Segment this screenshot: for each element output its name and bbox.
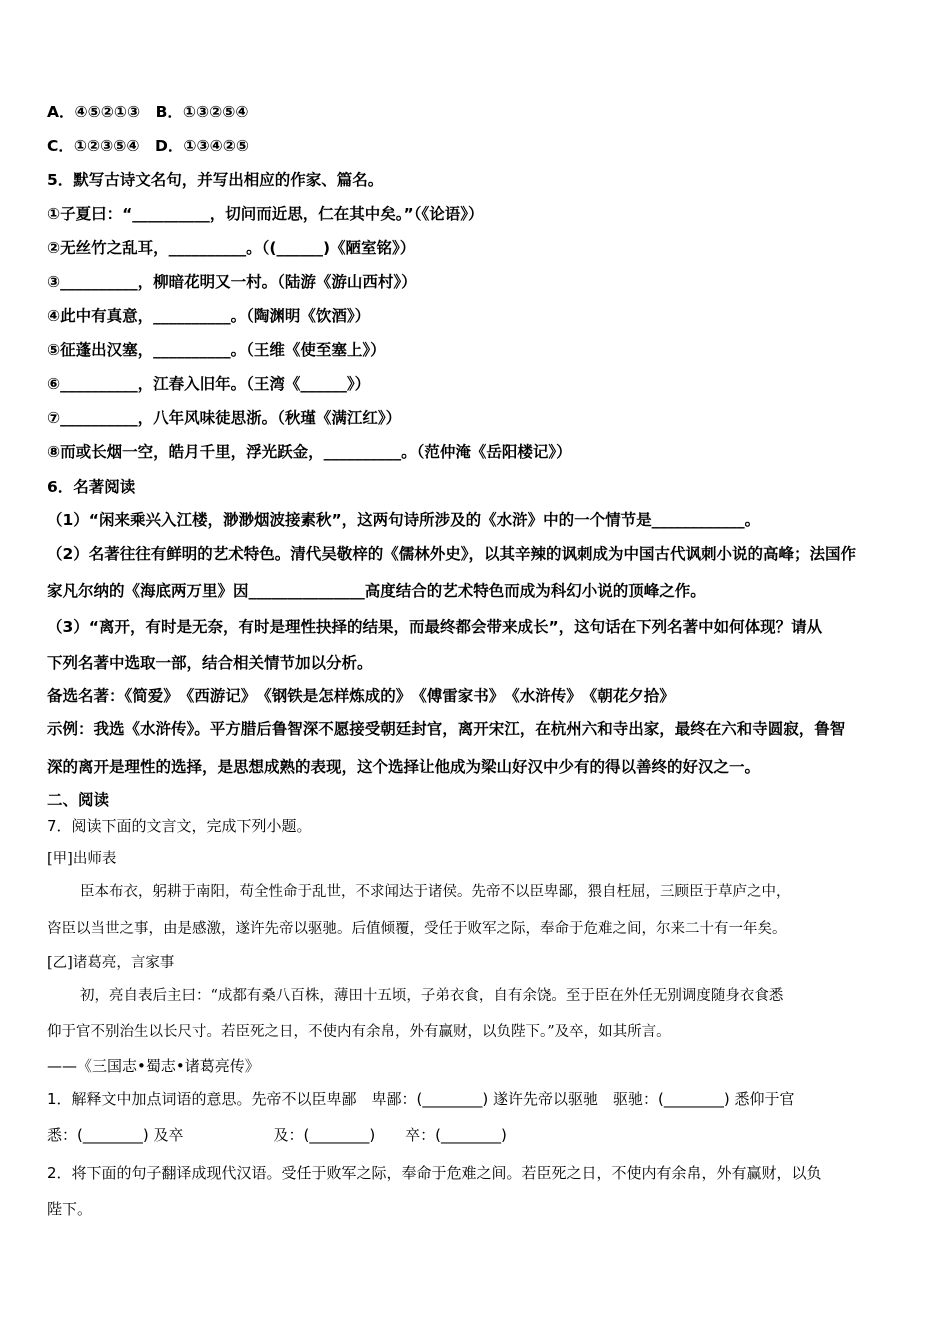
passage-yi-title: [乙]诸葛亮，言家事 (47, 955, 175, 971)
q7-sub1-line2: 悉：(________) 及卒 及：(________) 卒：(________) (47, 1126, 507, 1144)
passage-jia-title: [甲]出师表 (47, 851, 117, 867)
q5-item: ②无丝竹之乱耳，__________。（(______)《陋室铭》） (47, 239, 416, 257)
section-heading: 二、阅读 (47, 791, 110, 809)
q6-candidates: 备选名著：《简爱》 《西游记》 《钢铁是怎样炼成的》 《傅雷家书》 《水浒传》 《朝花夕拾》 (47, 687, 675, 705)
q4-options-ab: A．④⑤②①③ B．①③②⑤④ (47, 103, 249, 121)
passage-jia-line1: 臣本布衣，躬耕于南阳，苟全性命于乱世，不求闻达于诸侯。先帝不以臣卑鄙，猥自枉屈，三顾臣于草庐之中， (80, 884, 791, 900)
passage-jia-line2: 咨臣以当世之事，由是感激，遂许先帝以驱驰。后值倾覆，受任于败军之际，奉命于危难之间，尔来二十有一年矣。 (47, 921, 787, 937)
q6-example-line1: 示例：我选《水浒传》。平方腊后鲁智深不愿接受朝廷封官，离开宋江，在杭州六和寺出家，最终在六和寺圆寂，鲁智 (47, 720, 846, 738)
q5-item: ③__________，柳暗花明又一村。（陆游《游山西村》） (47, 273, 417, 291)
q6-part3-line1: （3）“离开，有时是无奈，有时是理性抉择的结果，而最终都会带来成长”，这句话在下列名著中如何体现？请从 (47, 618, 823, 636)
passage-source: ——《三国志•蜀志•诸葛亮传》 (47, 1057, 260, 1075)
q6-part3-line2: 下列名著中选取一部，结合相关情节加以分析。 (47, 654, 373, 672)
q6-title: 6．名著阅读 (47, 478, 136, 496)
passage-yi-line2: 仰于官不别治生以长尺寸。若臣死之日，不使内有余帛，外有赢财，以负陛下。”及卒，如其所言。 (47, 1024, 671, 1040)
q6-part1: （1）“闲来乘兴入江楼，渺渺烟波接素秋”，这两句诗所涉及的《水浒》中的一个情节是____________。 (47, 511, 761, 529)
q5-item: ⑥__________，江春入旧年。（王湾《______》） (47, 375, 371, 393)
q5-item: ⑧而或长烟一空，皓月千里，浮光跃金，__________。（范仲淹《岳阳楼记》） (47, 443, 572, 461)
q6-part2-line1: （2）名著往往有鲜明的艺术特色。清代吴敬梓的《儒林外史》，以其辛辣的讽刺成为中国古代讽刺小说的高峰；法国作 (47, 545, 857, 563)
q7-sub1-line1: 1．解释文中加点词语的意思。先帝不以臣卑鄙 卑鄙：(________) 遂许先帝以驱驰 驱驰：(________) 悉仰于官 (47, 1090, 795, 1108)
q5-item: ⑤征蓬出汉塞，__________。（王维《使至塞上》） (47, 341, 386, 359)
q7-prompt: 7．阅读下面的文言文，完成下列小题。 (47, 817, 312, 835)
q6-example-line2: 深的离开是理性的选择，是思想成熟的表现，这个选择让他成为梁山好汉中少有的得以善终的好汉之一。 (47, 758, 761, 776)
q4-options-cd: C．①②③⑤④ D．①③④②⑤ (47, 137, 249, 155)
q6-part2-line2: 家凡尔纳的《海底两万里》因_______________高度结合的艺术特色而成为科幻小说的顶峰之作。 (47, 582, 706, 600)
q5-prompt: 5．默写古诗文名句，并写出相应的作家、篇名。 (47, 171, 384, 189)
q5-item: ①子夏曰：“__________，切问而近思，仁在其中矣。”（《论语》） (47, 205, 484, 223)
q5-item: ⑦__________，八年风味徒思浙。（秋瑾《满江红》） (47, 409, 402, 427)
passage-yi-line1: 初，亮自表后主曰：“成都有桑八百株，薄田十五顷，子弟衣食，自有余饶。至于臣在外任无别调度随身衣食悉 (80, 988, 784, 1004)
q5-item: ④此中有真意，__________。（陶渊明《饮酒》） (47, 307, 371, 325)
q7-sub2-line2: 陛下。 (47, 1200, 93, 1218)
q7-sub2-line1: 2．将下面的句子翻译成现代汉语。受任于败军之际，奉命于危难之间。若臣死之日，不使内有余帛，外有赢财，以负 (47, 1164, 822, 1182)
